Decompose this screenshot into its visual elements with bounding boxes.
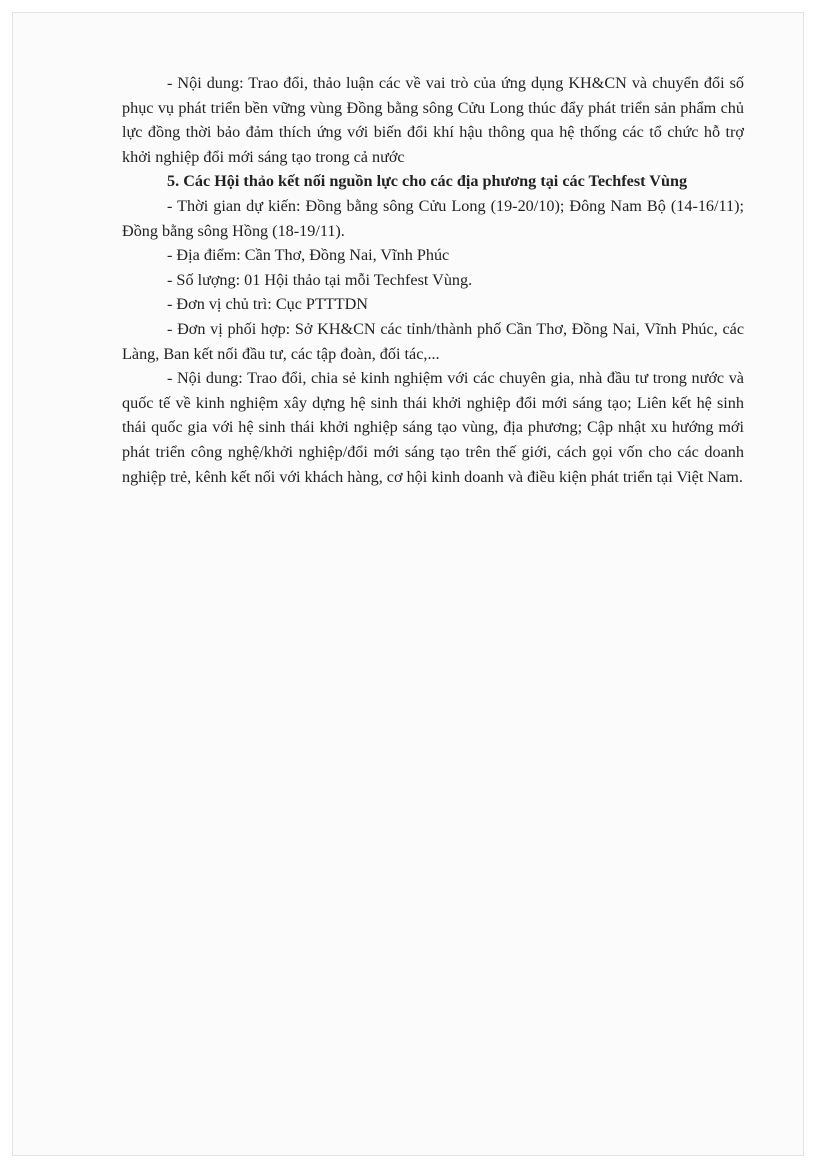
quantity-paragraph: - Số lượng: 01 Hội thảo tại mỗi Techfest Vùng.: [167, 270, 473, 289]
document-page: [12, 12, 804, 1156]
location-paragraph: - Địa điểm: Cần Thơ, Đồng Nai, Vĩnh Phúc: [167, 246, 450, 265]
lead-unit-paragraph: - Đơn vị chủ trì: Cục PTTTDN: [167, 295, 368, 314]
partner-units-paragraph: - Đơn vị phối hợp: Sở KH&CN các tỉnh/thành phố Cần Thơ, Đồng Nai, Vĩnh Phúc, các Làng, Ban kết nối đầu tư, các tập đoàn, đối tác,...: [122, 319, 744, 363]
section-heading: 5. Các Hội thảo kết nối nguồn lực cho các địa phương tại các Techfest Vùng: [167, 172, 688, 191]
content-paragraph: - Nội dung: Trao đổi, chia sẻ kinh nghiệm với các chuyên gia, nhà đầu tư trong nước và quốc tế về kinh nghiệm xây dựng hệ sinh thái khởi nghiệp đổi mới sáng tạo; Liên kết hệ sinh thái quốc gia với hệ sinh thái khởi nghiệp sáng tạo vùng, địa phương; Cập nhật xu hướng mới phát triển công nghệ/khởi nghiệp/đổi mới sáng tạo trên thế giới, cách gọi vốn cho các doanh nghiệp trẻ, kênh kết nối với khách hàng, cơ hội kinh doanh và điều kiện phát triển tại Việt Nam.: [122, 369, 744, 486]
schedule-paragraph: - Thời gian dự kiến: Đồng bằng sông Cửu Long (19-20/10); Đông Nam Bộ (14-16/11); Đồng bằng sông Hồng (18-19/11).: [122, 196, 744, 240]
content-paragraph: - Nội dung: Trao đổi, thảo luận các về vai trò của ứng dụng KH&CN và chuyển đổi số phục vụ phát triển bền vững vùng Đồng bằng sông Cửu Long thúc đẩy phát triển sản phẩm chủ lực đồng thời bảo đảm thích ứng với biến đổi khí hậu thông qua hệ thống các tổ chức hỗ trợ khởi nghiệp đổi mới sáng tạo trong cả nước: [122, 74, 744, 166]
document-body: [122, 71, 744, 489]
